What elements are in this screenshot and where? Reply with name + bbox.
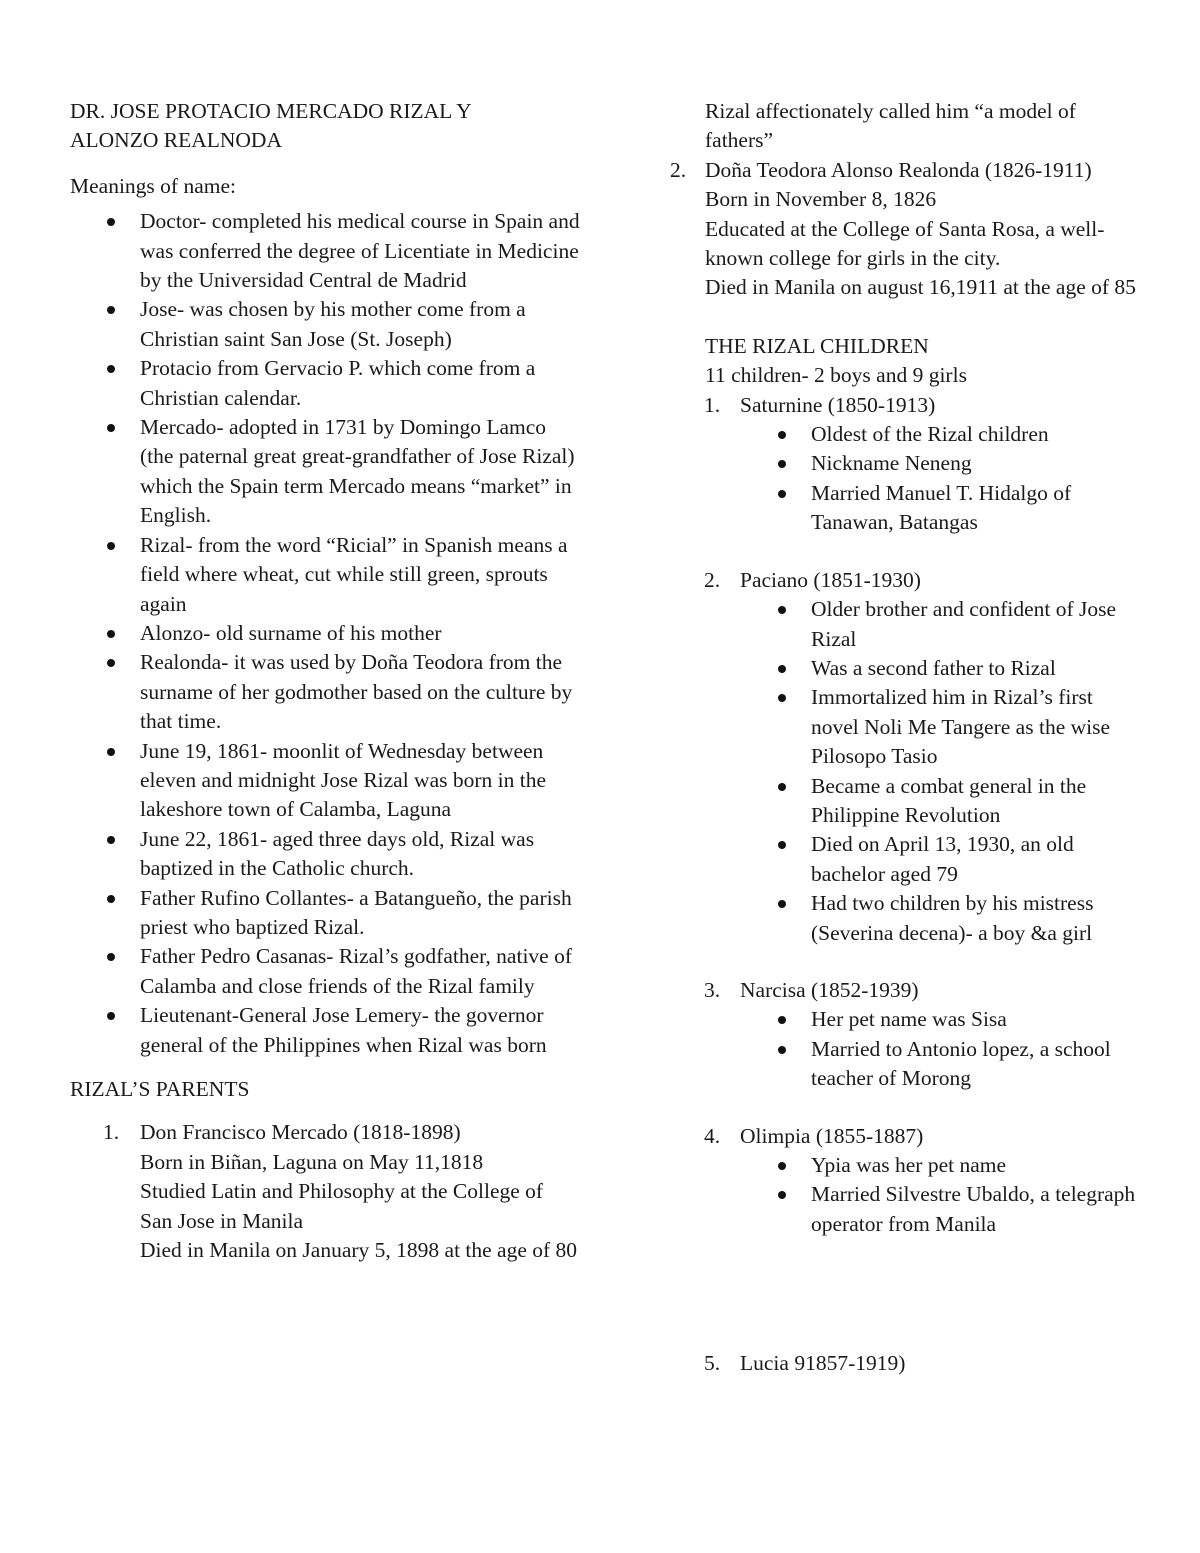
meaning-item: Rizal- from the word “Ricial” in Spanish means a field where wheat, cut while still green, sprouts again (140, 531, 580, 619)
meaning-item: Lieutenant-General Jose Lemery- the governor general of the Philippines when Rizal was born (140, 1001, 580, 1060)
child-fact: Became a combat general in the Philippine Revolution (811, 772, 1140, 831)
meaning-item: Mercado- adopted in 1731 by Domingo Lamco (the paternal great great-grandfather of Jose Rizal) which the Spain term Mercado means “market” in English. (140, 413, 580, 531)
meaning-item: Doctor- completed his medical course in Spain and was conferred the degree of Licentiate in Medicine by the Universidad Central de Madrid (140, 207, 580, 295)
list-number: 2. (704, 567, 721, 592)
meaning-item: Father Pedro Casanas- Rizal’s godfather, native of Calamba and close friends of the Rizal family (140, 942, 580, 1001)
father-line: Died in Manila on January 5, 1898 at the age of 80 (140, 1238, 578, 1263)
child-name: Saturnine (1850-1913) (740, 392, 936, 417)
children-list (670, 391, 1140, 1379)
mother-line: Doña Teodora Alonso Realonda (1826-1911) (705, 157, 1092, 182)
child-fact: Had two children by his mistress (Severina decena)- a boy &a girl (811, 889, 1140, 948)
child-item (704, 566, 1140, 948)
child-fact: Died on April 13, 1930, an old bachelor aged 79 (811, 830, 1140, 889)
child-fact: Nickname Neneng (811, 449, 1140, 478)
child-name: Narcisa (1852-1939) (740, 977, 919, 1002)
meaning-item: Alonzo- old surname of his mother (140, 619, 580, 648)
meaning-item: June 19, 1861- moonlit of Wednesday between eleven and midnight Jose Rizal was born in the lakeshore town of Calamba, Laguna (140, 737, 580, 825)
child-fact: Oldest of the Rizal children (811, 420, 1140, 449)
child-name: Paciano (1851-1930) (740, 567, 921, 592)
list-number: 5. (704, 1351, 721, 1376)
parent-mother (670, 156, 1140, 303)
child-fact: Immortalized him in Rizal’s first novel Noli Me Tangere as the wise Pilosopo Tasio (811, 683, 1140, 771)
child-facts (740, 595, 1140, 948)
child-fact: Married Manuel T. Hidalgo of Tanawan, Batangas (811, 479, 1140, 538)
child-fact: Married Silvestre Ubaldo, a telegraph operator from Manila (811, 1180, 1140, 1239)
meanings-list (70, 207, 580, 1060)
father-line: Studied Latin and Philosophy at the College of San Jose in Manila (140, 1179, 544, 1233)
child-facts (740, 1005, 1140, 1093)
child-facts (740, 420, 1140, 538)
father-line: Born in Biñan, Laguna on May 11,1818 (140, 1149, 484, 1174)
child-name: Lucia 91857-1919) (740, 1351, 906, 1376)
mother-line: Died in Manila on august 16,1911 at the age of 85 (705, 275, 1136, 300)
meaning-item: June 22, 1861- aged three days old, Rizal was baptized in the Catholic church. (140, 825, 580, 884)
child-item (704, 1122, 1140, 1240)
child-item (704, 391, 1140, 538)
child-fact: Was a second father to Rizal (811, 654, 1140, 683)
right-column (670, 97, 1140, 1379)
left-column (70, 97, 580, 1265)
father-continued: Rizal affectionately called him “a model of fathers” (705, 99, 1076, 153)
child-item (704, 1349, 1140, 1378)
parents-list-continued (670, 156, 1140, 303)
child-fact: Her pet name was Sisa (811, 1005, 1140, 1034)
list-number: 4. (704, 1123, 721, 1148)
child-name: Olimpia (1855-1887) (740, 1123, 924, 1148)
title-line: DR. JOSE PROTACIO MERCADO RIZAL Y (70, 99, 472, 123)
parents-continued (670, 97, 1140, 391)
child-fact: Older brother and confident of Jose Rizal (811, 595, 1140, 654)
parents-heading: RIZAL’S PARENTS (70, 1077, 250, 1101)
parent-father (103, 1118, 580, 1265)
child-fact: Ypia was her pet name (811, 1151, 1140, 1180)
meaning-item: Jose- was chosen by his mother come from a Christian saint San Jose (St. Joseph) (140, 295, 580, 354)
father-line: Don Francisco Mercado (1818-1898) (140, 1120, 461, 1145)
list-number: 3. (704, 977, 721, 1002)
list-number: 2. (670, 157, 687, 182)
children-heading: THE RIZAL CHILDREN (705, 333, 929, 358)
meaning-item: Realonda- it was used by Doña Teodora from the surname of her godmother based on the culture by that time. (140, 648, 580, 736)
meaning-item: Protacio from Gervacio P. which come from a Christian calendar. (140, 354, 580, 413)
document-title (70, 97, 580, 156)
meanings-heading: Meanings of name: (70, 173, 236, 198)
meaning-item: Father Rufino Collantes- a Batangueño, the parish priest who baptized Rizal. (140, 884, 580, 943)
mother-line: Born in November 8, 1826 (705, 187, 937, 212)
mother-line: Educated at the College of Santa Rosa, a well-known college for girls in the city. (705, 216, 1105, 271)
list-number: 1. (704, 392, 721, 417)
child-item (704, 976, 1140, 1094)
parents-list (70, 1118, 580, 1265)
children-count: 11 children- 2 boys and 9 girls (705, 363, 967, 388)
list-number: 1. (103, 1120, 120, 1145)
child-facts (740, 1151, 1140, 1239)
child-fact: Married to Antonio lopez, a school teacher of Morong (811, 1035, 1140, 1094)
title-line: ALONZO REALNODA (70, 128, 282, 153)
